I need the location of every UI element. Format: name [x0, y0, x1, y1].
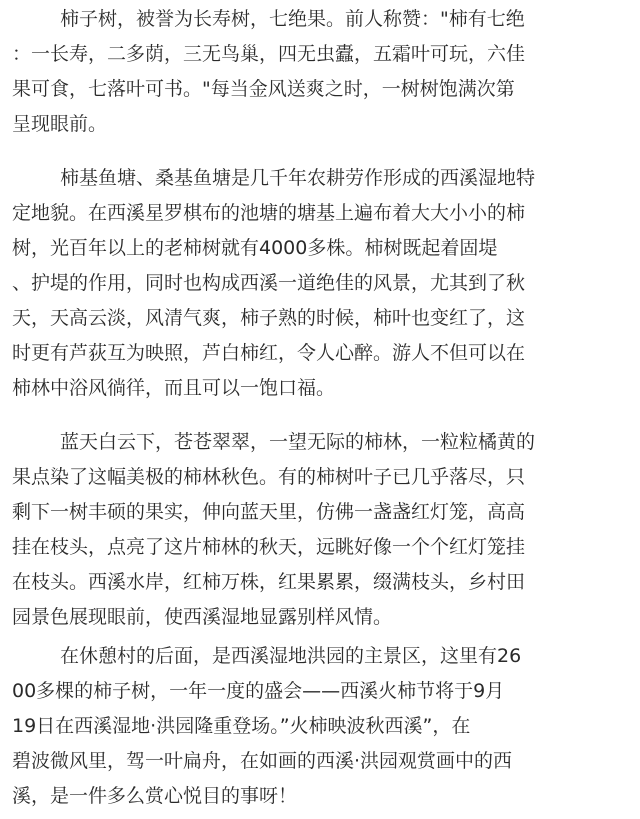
- text-line: 在枝头。西溪水岸，红柿万株，红果累累，缀满枝头，乡村田: [12, 571, 526, 593]
- text-line: 挂在枝头，点亮了这片柿林的秋天，远眺好像一个个红灯笼挂: [12, 536, 526, 558]
- text-line: 00多棵的柿子树，一年一度的盛会——西溪火柿节将于9月: [12, 680, 505, 702]
- text-line: 、护堤的作用，同时也构成西溪一道绝佳的风景，尤其到了秋: [12, 272, 526, 294]
- text-line: 蓝天白云下，苍苍翠翠，一望无际的柿林，一粒粒橘黄的: [60, 431, 536, 453]
- text-line: 定地貌。在西溪星罗棋布的池塘的塘基上遍布着大大小小的柿: [12, 202, 526, 224]
- text-line: 柿林中浴风徜徉，而且可以一饱口福。: [12, 377, 336, 399]
- text-line: 天，天高云淡，风清气爽，柿子熟的时候，柿叶也变红了，这: [12, 307, 526, 329]
- text-line: 呈现眼前。: [12, 113, 108, 135]
- text-line: 树，光百年以上的老柿树就有4000多株。柿树既起着固堤: [12, 237, 498, 259]
- text-line: 19日在西溪湿地·洪园隆重登场。”火柿映波秋西溪”，在: [12, 715, 471, 737]
- text-line: 果可食，七落叶可书。"每当金风送爽之时，一树树饱满次第: [12, 78, 515, 100]
- text-line: 在休憩村的后面，是西溪湿地洪园的主景区，这里有26: [60, 645, 522, 667]
- text-line: 溪，是一件多么赏心悦目的事呀！: [12, 785, 298, 807]
- text-line: 时更有芦荻互为映照，芦白柿红，令人心醉。游人不但可以在: [12, 342, 526, 364]
- text-line: 碧波微风里，驾一叶扁舟，在如画的西溪·洪园观赏画中的西: [12, 750, 513, 772]
- text-line: 柿基鱼塘、桑基鱼塘是几千年农耕劳作形成的西溪湿地特: [60, 167, 536, 189]
- text-line: ：一长寿，二多荫，三无鸟巢，四无虫蠹，五霜叶可玩，六佳: [12, 43, 526, 65]
- text-line: 柿子树，被誉为长寿树，七绝果。前人称赞："柿有七绝: [60, 8, 525, 30]
- text-line: 果点染了这幅美极的柿林秋色。有的柿树叶子已几乎落尽，只: [12, 466, 526, 488]
- text-line: 园景色展现眼前，使西溪湿地显露别样风情。: [12, 606, 393, 628]
- text-line: 剩下一树丰硕的果实，伸向蓝天里，仿佛一盏盏红灯笼，高高: [12, 501, 526, 523]
